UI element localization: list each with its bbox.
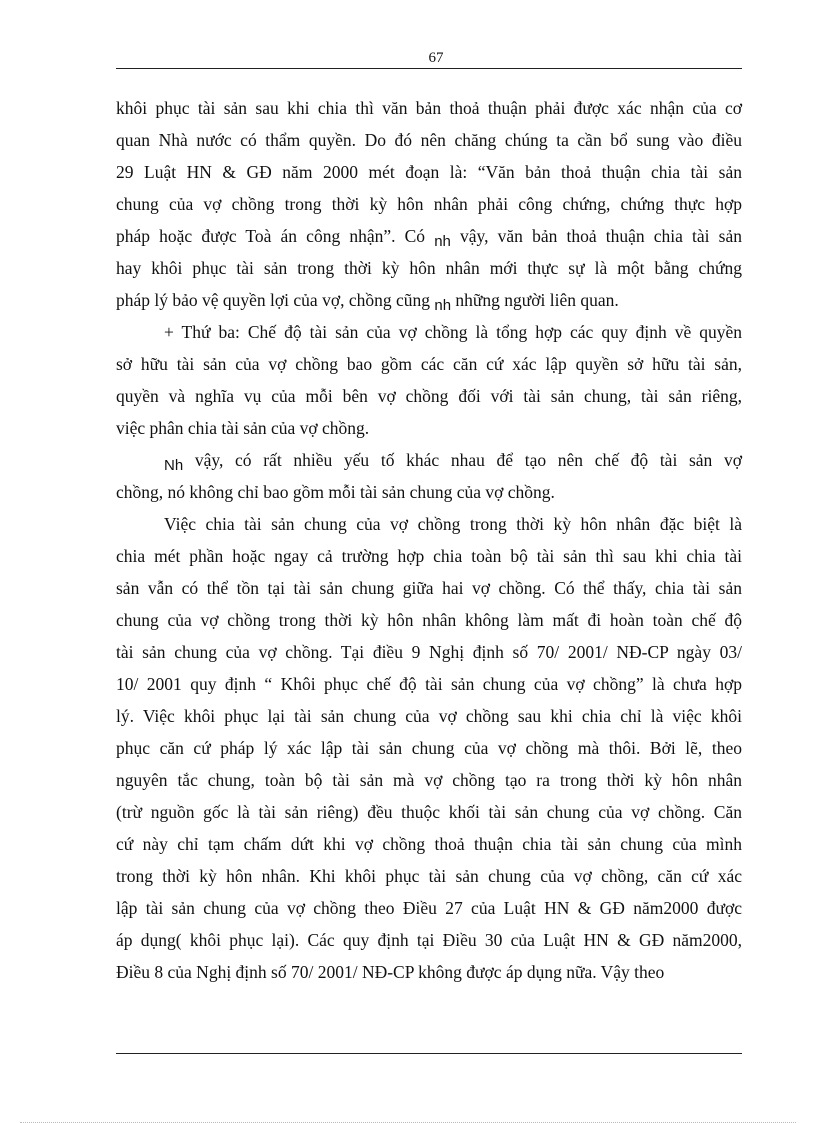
text-run: vậy, văn bản thoả thuận chia tài sản [450,226,742,246]
text-line: phục căn cứ pháp lý xác lập tài sản chung của vợ chồng mà thôi. Bởi lẽ, theo [116,738,742,758]
text-line: việc phân chia tài sản của vợ chồng. [116,418,370,438]
text-line: lập tài sản chung của vợ chồng theo Điều 27 của Luật HN & GĐ năm2000 được [116,898,742,918]
text-line [116,220,742,252]
text-line: chia mét phần hoặc ngay cả trường hợp chia toàn bộ tài sản thì sau khi chia tài [116,546,742,566]
page-number: 67 [428,50,444,66]
sans-run: nh [434,297,452,314]
text-line: hay khôi phục tài sản trong thời kỳ hôn nhân mới thực sự là một bằng chứng [116,258,742,278]
text-line: (trừ nguồn gốc là tài sản riêng) đều thuộc khối tài sản chung của vợ chồng. Căn [116,802,742,822]
text-line: áp dụng( khôi phục lại). Các quy định tại Điều 30 của Luật HN & GĐ năm2000, [116,930,742,950]
text-line: chung của vợ chồng trong thời kỳ hôn nhân không làm mất đi hoàn toàn chế độ [116,610,742,630]
text-line [116,284,742,316]
text-run: vậy, có rất nhiều yếu tố khác nhau để tạo nên chế độ tài sản vợ [183,450,742,470]
text-line: lý. Việc khôi phục lại tài sản chung của vợ chồng sau khi chia chỉ là việc khôi [116,706,742,726]
sans-run: Nh [164,457,184,474]
text-line: quan Nhà nước có thẩm quyền. Do đó nên chăng chúng ta cần bổ sung vào điều [116,130,742,150]
sans-run: nh [434,233,451,250]
text-line: 10/ 2001 quy định “ Khôi phục chế độ tài sản chung của vợ chồng” là chưa hợp [116,674,742,694]
text-line: sở hữu tài sản của vợ chồng bao gồm các căn cứ xác lập quyền sở hữu tài sản, [116,354,742,374]
body-text [116,92,742,988]
text-line [116,444,742,476]
text-line: chung của vợ chồng trong thời kỳ hôn nhân phải công chứng, chứng thực hợp [116,194,742,214]
text-run: những người liên quan. [451,290,619,310]
text-line: chồng, nó không chỉ bao gồm mỗi tài sản chung của vợ chồng. [116,482,555,502]
text-line: quyền và nghĩa vụ của mỗi bên vợ chồng đối với tài sản chung, tài sản riêng, [116,386,742,406]
text-line: cứ này chỉ tạm chấm dứt khi vợ chồng thoả thuận chia tài sản chung của mình [116,834,742,854]
text-line: sản vẫn có thể tồn tại tài sản chung giữa hai vợ chồng. Có thể thấy, chia tài sản [116,578,742,598]
text-run: pháp lý bảo vệ quyền lợi của vợ, chồng cũng [116,290,435,310]
text-line: 29 Luật HN & GĐ năm 2000 mét đoạn là: “Văn bản thoả thuận chia tài sản [116,162,742,182]
text-line: tài sản chung của vợ chồng. Tại điều 9 Nghị định số 70/ 2001/ NĐ-CP ngày 03/ [116,642,742,662]
text-line: nguyên tắc chung, toàn bộ tài sản mà vợ chồng tạo ra trong thời kỳ hôn nhân [116,770,742,790]
text-line: Việc chia tài sản chung của vợ chồng trong thời kỳ hôn nhân đặc biệt là [164,514,742,534]
text-line: Điều 8 của Nghị định số 70/ 2001/ NĐ-CP không được áp dụng nữa. Vậy theo [116,962,665,982]
footer-rule [116,1053,742,1054]
text-line: + Thứ ba: Chế độ tài sản của vợ chồng là tổng hợp các quy định về quyền [164,322,742,342]
header-rule [116,68,742,69]
text-line: trong thời kỳ hôn nhân. Khi khôi phục tài sản chung của vợ chồng, căn cứ xác [116,866,742,886]
text-line: khôi phục tài sản sau khi chia thì văn bản thoả thuận phải được xác nhận của cơ [116,98,742,118]
text-run: pháp hoặc được Toà án công nhận”. Có [116,226,435,246]
